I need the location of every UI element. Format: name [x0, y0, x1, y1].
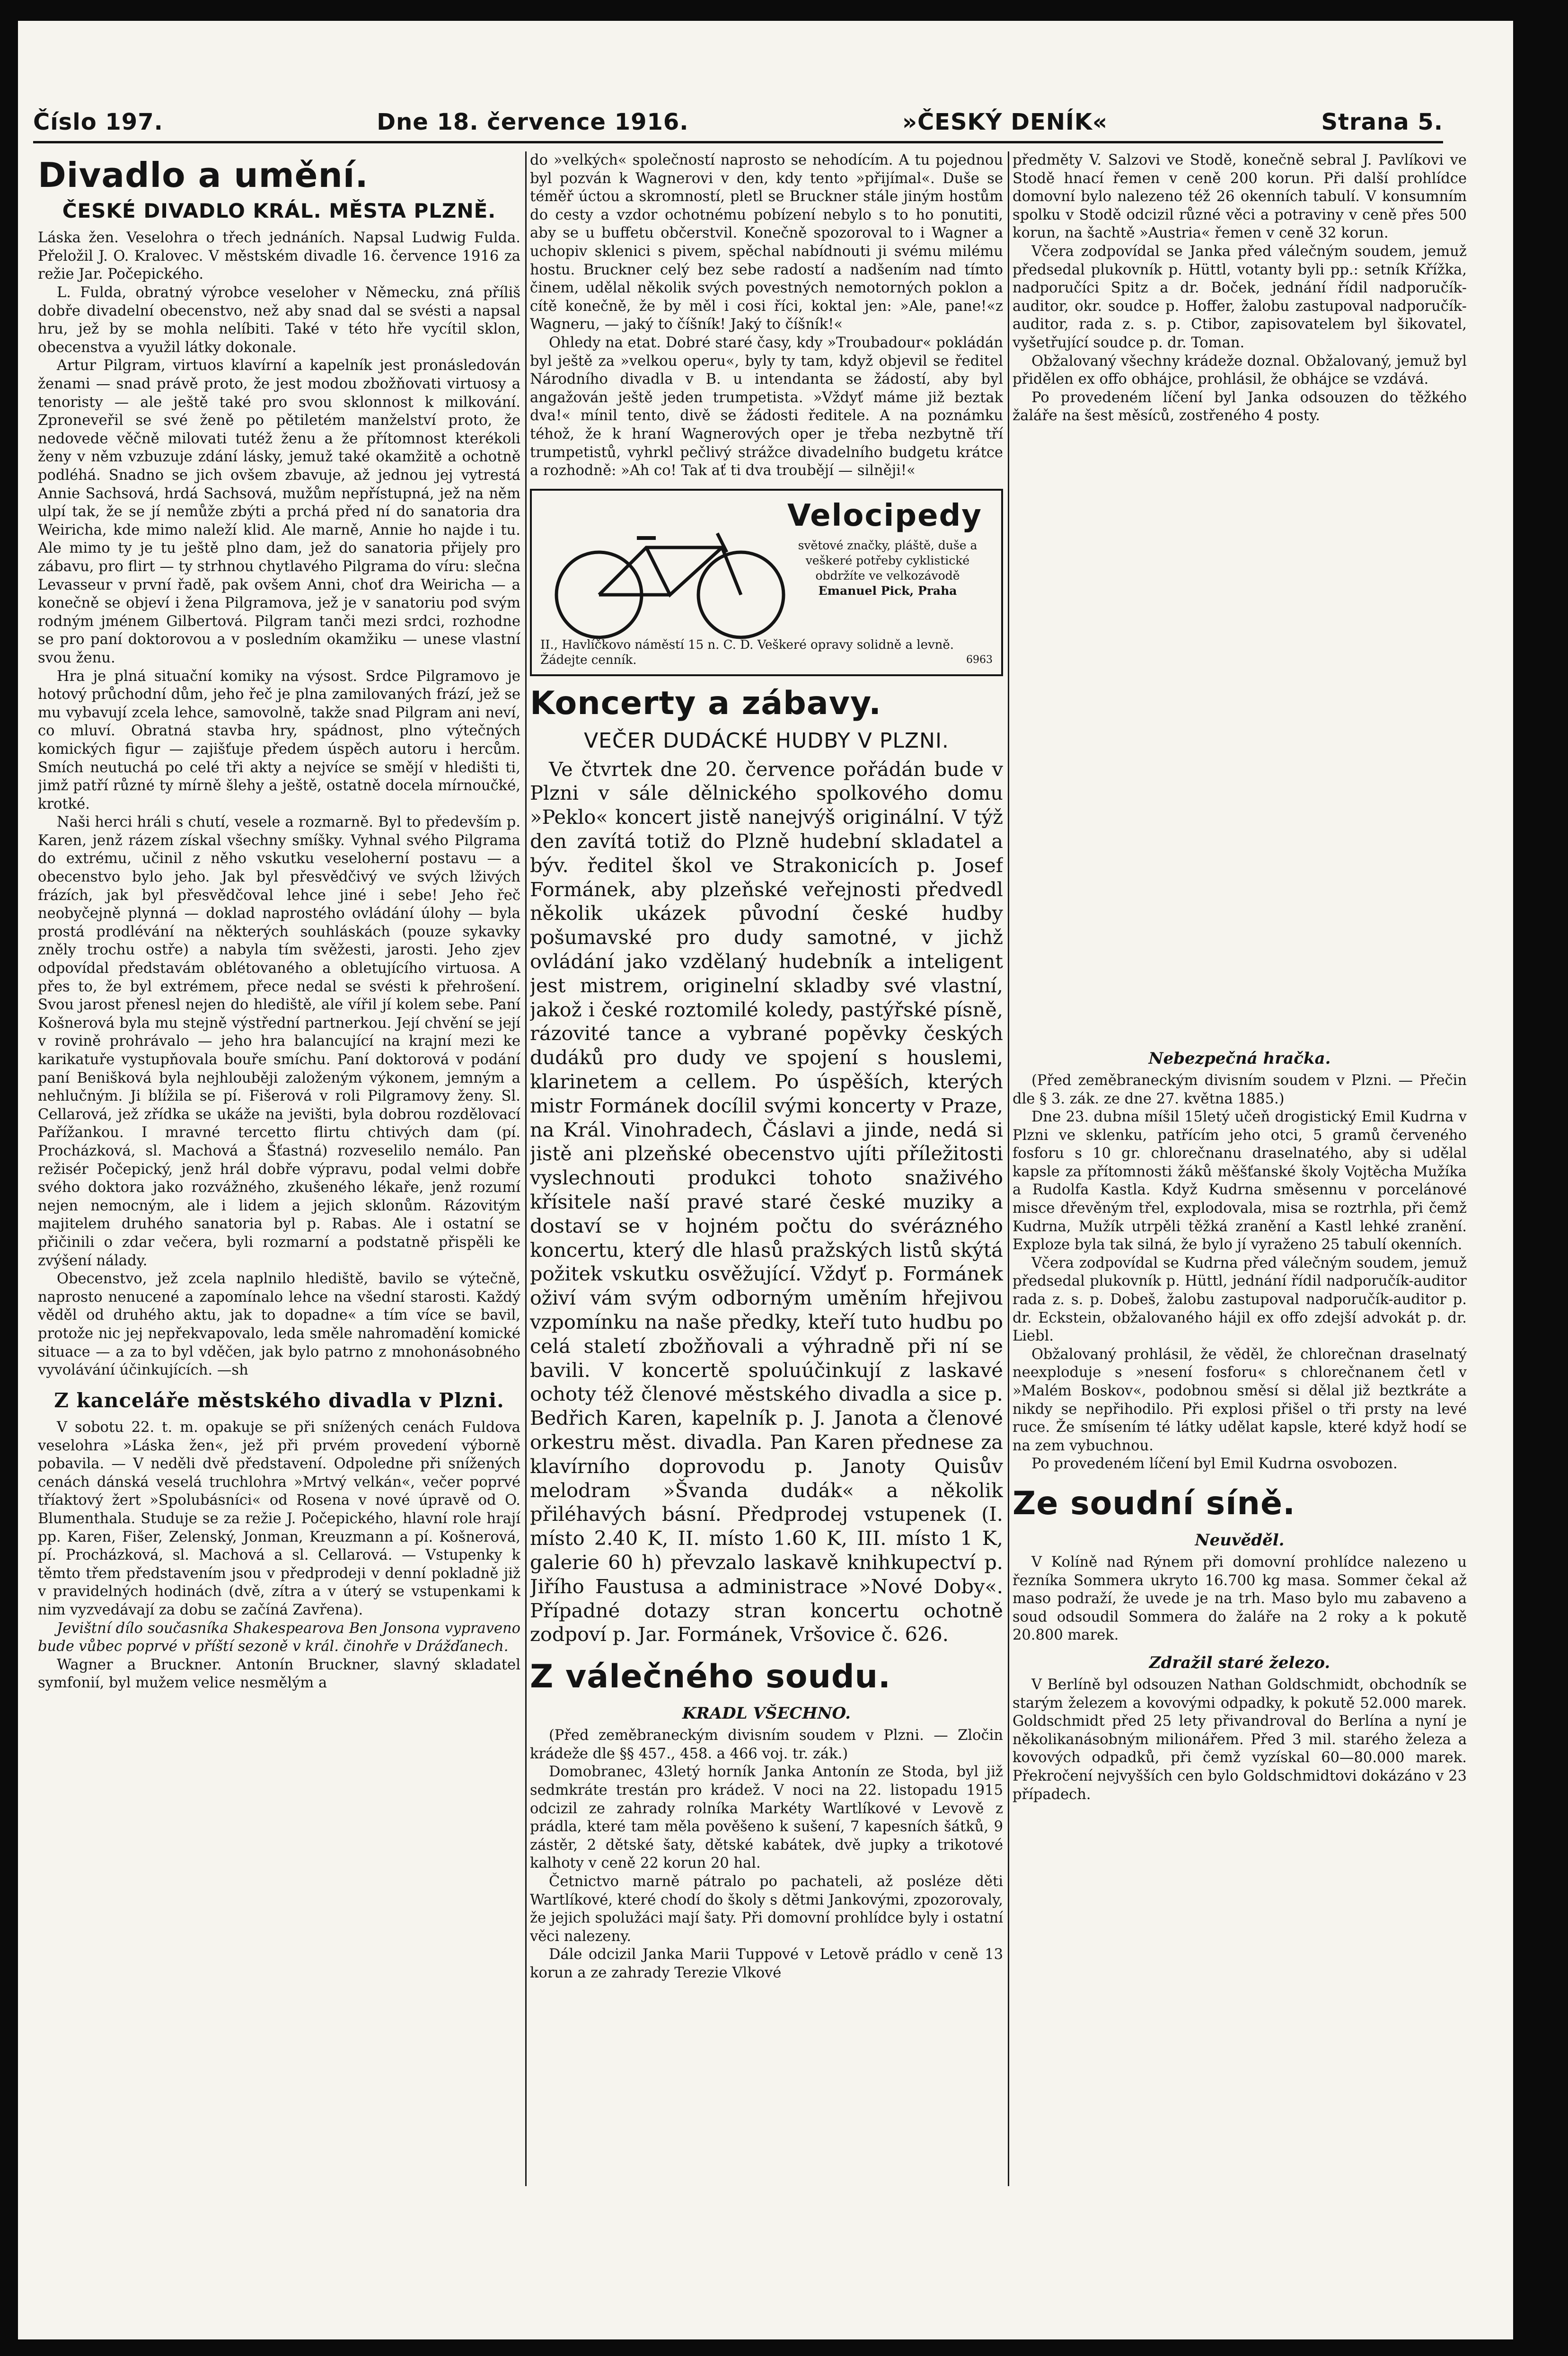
court-paragraph: (Před zeměbraneckým divisním soudem v Plzni. — Zločin krádeže dle §§ 457., 458. a 466 voj. tr. zák.) — [530, 1727, 1003, 1762]
review-paragraph: Hra je plná situační komiky na výsost. Srdce Pilgramovo je hotový průchodní dům, jeho řeč je plna zamilovaných frází, jež se mu vybavují zcela lehce, samovolně, takže snad Pilgram ani neví, co mluví. Obratná stavba hry, spádnost, plno výtečných komických figur — zajišťuje předem úspěch autoru i hercům. Smích neutuchá po celé tři akty a nejvíce se smějí v hledišti ti, jimž patří různé ty mírně šlehy a ještě, ostatně docela mírnoučké, krotké. — [38, 668, 520, 812]
bicycle-icon — [542, 519, 798, 642]
court-subheading: KRADL VŠECHNO. — [682, 1704, 851, 1723]
column-3 — [1013, 151, 1467, 2177]
masthead — [33, 104, 1443, 140]
office-paragraph: Wagner a Bruckner. Antonín Bruckner, slavný skladatel symfonií, byl mužem velice nesmělým a — [38, 1656, 520, 1692]
column-1 — [38, 151, 520, 2177]
page-number: Strana 5. — [1321, 109, 1443, 135]
neuvedel-heading: Neuvěděl. — [1195, 1530, 1285, 1550]
office-heading: Z kanceláře městského divadla v Plzni. — [54, 1388, 504, 1412]
ad-number: 6963 — [966, 653, 993, 666]
danger-paragraph: Obžalovaný prohlásil, že věděl, že chlorečnan draselnatý neexploduje s »nesení fosforu« s chlorečnanem četl v »Malém Boskov«, podobnou směsí si dělal již beztkráte a nikdy se nepřihodilo. Při explosi přišel o tři prsty na levé ruce. Že smísením té látky udělat kapsle, které když hodí se na zem vybuchnou. — [1013, 1346, 1467, 1454]
concert-paragraph: Ve čtvrtek dne 20. července pořádán bude v Plzni v sále dělnického spolkového domu »Peklo« koncert jistě nanejvýš originální. V týž den zavítá totiž do Plzně hudební skladatel a býv. ředitel škol ve Strakonicích p. Josef Formánek, aby plzeňské veřejnosti předvedl několik ukázek původní české hudby pošumavské pro dudy samotné, v jichž ovládání jako vzdělaný hudebník a inteligent jest mistrem, originelní skladby své vlastní, jakož i české roztomilé koledy, pastýřské písně, rázovité tance a vybrané popěvky českých dudáků pro dudy ve spojení s houslemi, klarinetem a cellem. Po úspěších, kterých mistr Formánek docílil svými koncerty v Praze, na Král. Vinohradech, Čáslavi a jinde, nedá si jistě ani plzeňské obecenstvo ujíti příležitosti vyslechnouti produkci tohoto snaživého křísitele naší pravé staré české muziky a dostaví se v hojném počtu do svérázného koncertu, který dle hlasů pražských listů skýtá požitek vskutku osvěžující. Vždyť p. Formánek oživí vám svým odborným uměním hřejivou vzpomínku na naše předky, kteří tuto hudbu po celá staletí zbožňovali a výhradně při ní se bavili. V koncertě spoluúčinkují z laskavé ochoty též členové městského divadla a sice p. Bedřich Karen, kapelník p. J. Janota a členové orkestru měst. divadla. Pan Karen přednese za klavírního doprovodu p. Janoty Quisův melodram »Švanda dudák« a několik přiléhavých básní. Předprodej vstupenek (I. místo 2.40 K, II. místo 1.60 K, III. místo 1 K, galerie 60 h) převzalo laskavě knihkupectví p. Jiřího Faustusa a administrace »Nové Doby«. Případné dotazy stran koncertu ochotně zodpoví p. Jar. Formánek, Vršovice č. 626. — [530, 757, 1003, 1646]
ad-firm: Emanuel Pick, Praha — [818, 583, 957, 598]
office-paragraph: V sobotu 22. t. m. opakuje se při snížených cenách Fuldova veselohra »Láska žen«, jež při prvém provedení výborně pobavila. — V neděli dvě představení. Odpoledne při snížených cenách dánská veselá truchlohra »Mrtvý velkán«, večer poprvé tříaktový žert »Spolubásníci« od Rosena v nové úpravě od O. Blumenthala. Studuje se za režie J. Počepického, hlavní role hrají pp. Karen, Fišer, Zelenský, Jonman, Kreuzmann a pí. Košnerová, pí. Procházková, sl. Machová a sl. Cellarová. — Vstupenky k těmto třem představením jsou v předprodeji v denní pokladně již v pravidelných hodinách (dvě, zítra a v úterý se vstupenkami k nim vyzvedávají za dobu se začíná Zavřena). — [38, 1419, 520, 1618]
office-paragraph: Jevištní dílo současníka Shakespearova Ben Jonsona vypraveno bude vůbec poprvé v příští sezoně v král. činohře v Drážďanech. — [38, 1620, 520, 1655]
issue-number: Číslo 197. — [33, 109, 163, 135]
ad-title: Velocipedy — [787, 498, 982, 533]
danger-paragraph: Včera zodpovídal se Kudrna před válečným soudem, jemuž předsedal plukovník p. Hüttl, jednání řídil nadporučík-auditor rada z. s. p. Dobeš, žalobu zastupoval nadporučík-auditor p. dr. Eckstein, obžalovaného hájil ex offo zdejší advokát p. dr. Liebl. — [1013, 1254, 1467, 1345]
section-title-valecny-soud: Z válečného soudu. — [530, 1658, 891, 1696]
zdrazil-paragraph: V Berlíně byl odsouzen Nathan Goldschmidt, obchodník se starým železem a kovovými odpadky, k pokutě 52.000 marek. Goldschmidt před 25 lety přivandroval do Berlína a nyní je několikanásobným milionářem. Před 3 mil. starého železa a kovových odpadků, při čemž vyzískal 60—80.000 marek. Překročení nejvyšších cen bylo Goldschmidtovi dokázáno v 23 případech. — [1013, 1676, 1467, 1803]
review-paragraph: L. Fulda, obratný výrobce veseloher v Německu, zná příliš dobře divadelní obecenstvo, než aby snad dal se svésti a napsal hru, jež by se mohla nelíbiti. Také v této hře vycítil sklon, obecenstva a využil látky dokonale. — [38, 284, 520, 356]
ad-text — [788, 538, 987, 599]
column-divider-1 — [525, 151, 527, 2186]
court-continued-paragraph: Po provedeném líčení byl Janka odsouzen do těžkého žaláře na šest měsíců, zostřeného 4 posty. — [1013, 389, 1467, 424]
court-continued-paragraph: Obžalovaný všechny krádeže doznal. Obžalovaný, jemuž byl přidělen ex offo obhájce, prohlásil, že obhájce se vzdává. — [1013, 353, 1467, 388]
court-continued-paragraph: Včera zodpovídal se Janka před válečným soudem, jemuž předsedal plukovník p. Hüttl, votanty byli pp.: setník Křížka, nadporučíci Spitz a dr. Boček, jednání řídil nadporučík-auditor, okr. soudce p. Hoffer, žalobu zastupoval nadporučík-auditor, rada z. s. p. Ctibor, zapisovatelem byl šikovatel, vyšetřující soudce p. dr. Toman. — [1013, 243, 1467, 351]
column-2 — [530, 151, 1003, 2177]
danger-paragraph: (Před zeměbraneckým divisním soudem v Plzni. — Přečin dle § 3. zák. ze dne 27. května 1885.) — [1013, 1072, 1467, 1107]
review-paragraph: Obecenstvo, jež zcela naplnilo hlediště, bavilo se výtečně, naprosto nenucené a zapomínalo lehce na všední starosti. Každý věděl od druhého aktu, jak to dopadne« a tím více se bavil, protože nic jej nepřekvapovalo, leda směle nahromadění komické situace — a za to byl vděčen, jak bylo patrno z mnohonásobného vyvolávání účinkujících. —sh — [38, 1271, 520, 1379]
danger-paragraph: Po provedeném líčení byl Emil Kudrna osvobozen. — [1031, 1456, 1398, 1473]
header-rule — [33, 141, 1443, 143]
blank-space — [1013, 425, 1467, 1041]
zdrazil-heading: Zdražil staré železo. — [1149, 1653, 1330, 1672]
court-paragraph: Četnictvo marně pátralo po pachateli, až posléze děti Wartlíkové, které chodí do školy s dětmi Jankovými, zpozorovaly, že jejich spolužáci mají šaty. Při domovní prohlídce byly i ostatní věci nalezeny. — [530, 1873, 1003, 1945]
concert-heading: VEČER DUDÁCKÉ HUDBY V PLZNI. — [584, 728, 949, 753]
section-title-soudni-sin: Ze soudní síně. — [1013, 1484, 1295, 1522]
court2-paragraph: V Kolíně nad Rýnem při domovní prohlídce nalezeno u řezníka Sommera ukryto 16.700 kg masa. Sommer čekal až maso podraží, že uvede je na trh. Maso bylo mu zabaveno a soud odsoudil Sommera do žaláře na 2 roky a k pokutě 20.800 marek. — [1013, 1553, 1467, 1644]
paper-title: »ČESKÝ DENÍK« — [902, 109, 1108, 135]
court-paragraph: Domobranec, 43letý horník Janka Antonín ze Stoda, byl již sedmkráte trestán pro krádež. V noci na 22. listopadu 1915 odcizil ze zahrady rolníka Markéty Wartlíkové v Levově z prádla, které tam měla pověšeno k sušení, 7 kapesních šátků, 9 zástěr, 2 dětské šaty, dětské kabátek, dvě jupky a trikotové kalhoty v ceně 22 korun 20 hal. — [530, 1764, 1003, 1872]
court-paragraph: Dále odcizil Janka Marii Tuppové v Letově prádlo v ceně 13 korun a ze zahrady Terezie Vlkové — [530, 1946, 1003, 1981]
section-title-koncerty: Koncerty a zábavy. — [530, 684, 881, 722]
issue-date: Dne 18. července 1916. — [377, 109, 689, 135]
ad-footer — [540, 637, 993, 668]
danger-paragraph: Dne 23. dubna míšil 15letý učeň drogistický Emil Kudrna v Plzni ve sklenku, patřícím jeho otci, 5 gramů červeného fosforu s 10 gr. chlorečnanu draselnatého, aby si udělal kapsle za přítomnosti žáků měšťanské školy Vojtěcha Mužíka a Rudolfa Kastla. Když Kudrna směsennu v porcelánové misce dřevěným třel, explodovala, misa se roztrhla, při čemž Kudrna, Mužík utrpěli těžká zranění a Kastl lehké zranění. Exploze byla tak silná, že bylo jí vyraženo 25 tabulí okenních. — [1013, 1109, 1467, 1253]
review-paragraph: Naši herci hráli s chutí, vesele a rozmarně. Byl to především p. Karen, jenž rázem získal všechny smíšky. Vyhnal svého Pilgrama do extrému, učinil z něho vskutku veseloherní postavu — a obecenstvo bylo jeho. Jak byl přesvědčivý ve svých lživých frázích, jak byl přesvědčoval lehce jiné i sebe! Jeho řeč neobyčejně plynná — doklad naprostého ovládání úlohy — byla prostá prodlévání na některých souhláskách (pouze sykavky zněly trochu ostře) a nabyla tím svěžesti, jarosti. Jeho zjev odpovídal představám oblétovaného a obletujícího virtuosa. A přes to, že byl extrémem, přece nedal se svésti k přehrošení. Svou jarost přenesl nejen do hlediště, ale vířil jí kolem sebe. Paní Košnerová byla mu stejně výstřední partnerkou. Její chvění se její v rovině prohrávalo — jeho hra balancující na krajní mezi ke karikatuře vystupňovala bouře smíchu. Paní doktorová v podání paní Benišková byla nejhlouběji založeným výkonem, jemným a nehlučným. Ji blížila se pí. Fišerová v roli Pilgramovy ženy. Sl. Cellarová, jež zřídka se ukáže na jevišti, byla dobrou rozdělovací Pařížankou. I mravné tercetto flirtu chtivých dam (pí. Procházková, sl. Machová a Šťastná) rozveselilo nemálo. Pan režisér Počepický, jenž hrál dobře výpravu, podal velmi dobře svého doktora jako rozvážného, zkušeného lékaře, jenž rozumí nejen nemocným, ale i lidem a jejich sklonům. Rázovitým majitelem druhého sanatoria byl p. Rabas. Ale i ostatní se přičinili o zdar večera, byli rozmarní a podstatně přispěli ke zvýšení nálady. — [38, 814, 520, 1269]
ad-description: světové značky, pláště, duše a veškeré potřeby cyklistické obdržíte ve velkozávodě — [798, 538, 978, 582]
court-continued-paragraph: předměty V. Salzovi ve Stodě, konečně sebral J. Pavlíkovi ve Stodě hnací řemen v ceně 200 korun. Při další prohlídce domovní bylo nalezeno též 26 okenních tabulí. V konsumním spolku v Stodě odcizil různé věci a potraviny v ceně přes 500 korun, na šachtě »Austria« řemen v ceně 32 korun. — [1013, 152, 1467, 242]
theatre-heading: ČESKÉ DIVADLO KRÁL. MĚSTA PLZNĚ. — [62, 199, 496, 222]
danger-heading: Nebezpečná hračka. — [1148, 1049, 1331, 1068]
column-divider-2 — [1008, 151, 1009, 2186]
etat-paragraph: Ohledy na etat. Dobré staré časy, kdy »Troubadour« pokládán byl ještě za »velkou operu«, byly ty tam, když objevil se ředitel Národního divadla v B. u intendanta se žádostí, aby byl angažován ještě jeden trumpetista. »Vždyť máme již beztak dva!« mínil tento, divě se žádosti ředitele. A na poznámku téhož, že k hraní Wagnerových oper je třeba nezbytně tří trumpetistů, vyhrkl pečlivý strážce divadelního budgetu krátce a rozhodně: »Ah co! Tak ať ti dva troubějí — silněji!« — [530, 334, 1003, 479]
section-title-divadlo: Divadlo a umění. — [38, 155, 369, 195]
bicycle-advertisement — [530, 489, 1003, 676]
wagner-paragraph: do »velkých« společností naprosto se nehodícím. A tu pojednou byl pozván k Wagnerovi v den, kdy tento »přijímal«. Duše se téměř úctou a skromností, pletl se Bruckner stále jiným hostům do cesty a vzdor ochotnému pobízení nebylo s to ho ponutiti, aby se u buffetu občerstvil. Konečně spozoroval to i Wagner a uchopiv sklenici s pivem, spěchal nabídnouti ji svému milému hostu. Bruckner celý bez sebe radostí a nadšením nad tímto činem, udělal několik svých povestných nemotorných poklon a cítě konečně, že by měl i cosi říci, koktal jen: »Ale, pane!«z Wagneru, — jaký to číšník! Jaký to číšník!« — [530, 152, 1003, 333]
review-paragraph: Láska žen. Veselohra o třech jednáních. Napsal Ludwig Fulda. Přeložil J. O. Kralovec. V městském divadle 16. července 1916 za režie Jar. Počepického. — [38, 229, 520, 283]
ad-address: II., Havlíčkovo náměstí 15 n. C. D. Veškeré opravy solidně a levně. Žádejte cenník. — [540, 637, 954, 667]
review-paragraph: Artur Pilgram, virtuos klavírní a kapelník jest pronásledován ženami — snad právě proto, že jest modou zbožňovati virtuosy a tenoristy — ale ještě také pro svou sklonnost k milkování. Zproneveřil se své ženě po pětiletém manželství proto, že nedovede věčně milovati tutéž ženu a že přítomnost kterékoli ženy v něm vzbuzuje zdání lásky, jemuž také okamžitě a ochotně podléhá. Snadno se jich ovšem zbavuje, až jednou jej vytrestá Annie Sachsová, hrdá Sachsová, mužům nepřístupná, jež na něm ulpí tak, že se jí nemůže zbýti a prchá před ní do sanatoria dra Weiricha, kde mimo naleží klid. Ale marně, Annie ho najde i tu. Ale mimo ty je tu ještě plno dam, jež do sanatoria přijely pro zábavu, pro flirt — ty strhnou chytlavého Pilgrama do víru: slečna Levasseur v první řadě, pak ovšem Anni, choť dra Weiricha — a konečně se objeví i žena Pilgramova, jež je v sanatoriu pod svým rodným jménem Gilbertová. Pilgram tanči mezi srdci, rozhodne se pro paní doktorovou a v posledním okamžiku — unese vlastní svou ženu. — [38, 357, 520, 666]
